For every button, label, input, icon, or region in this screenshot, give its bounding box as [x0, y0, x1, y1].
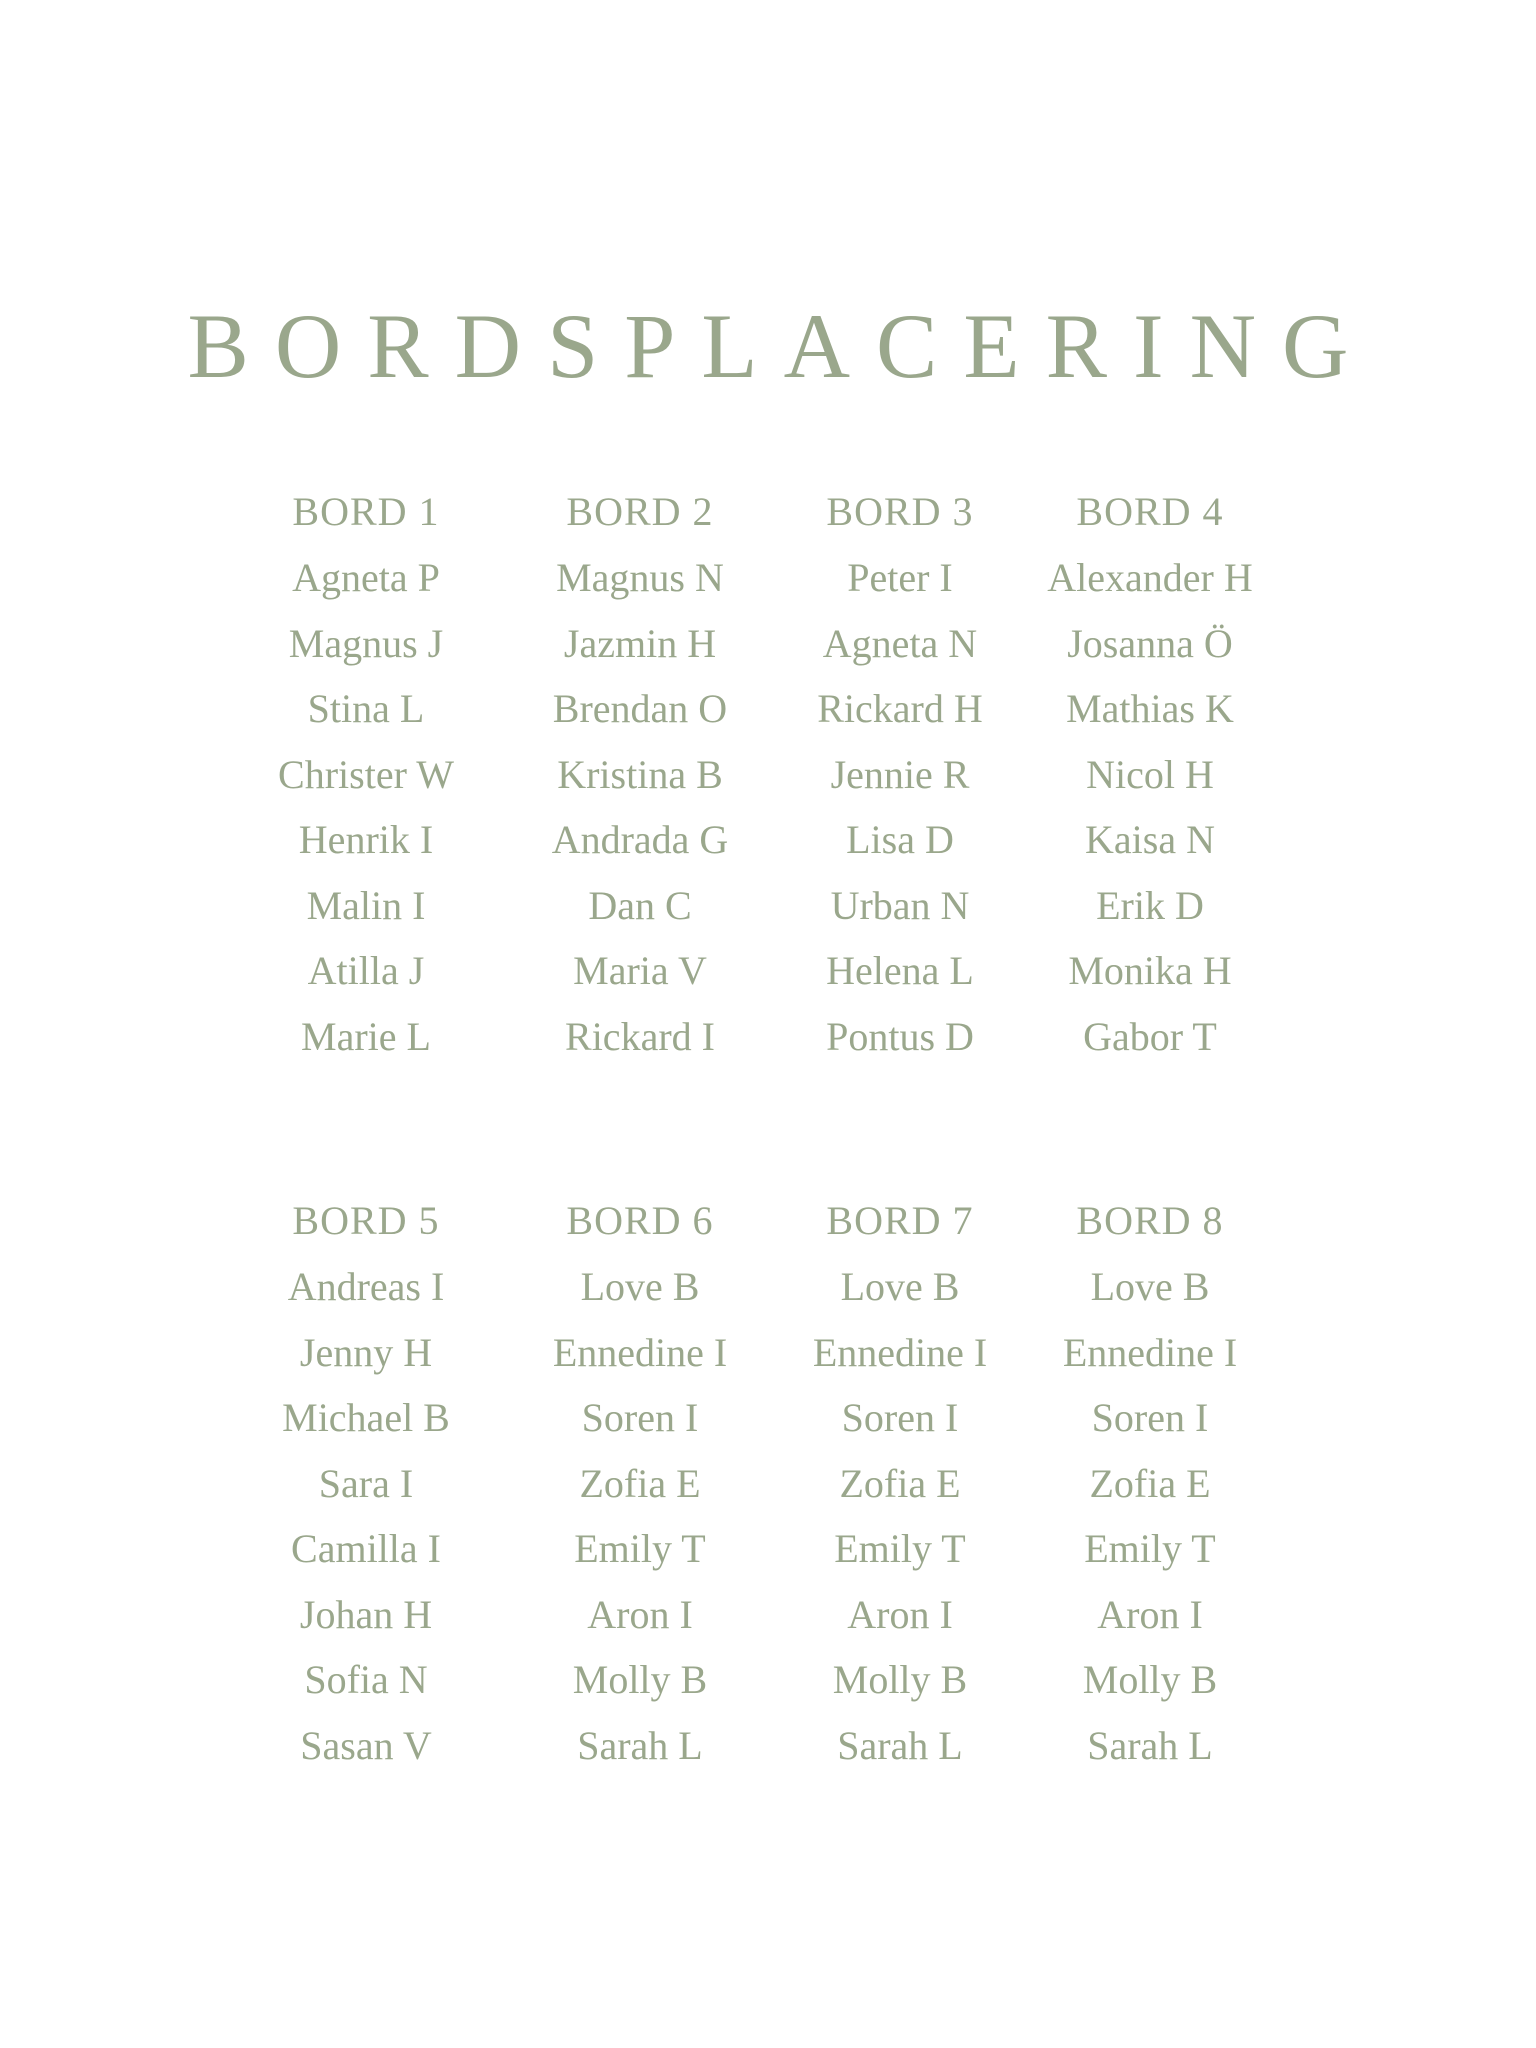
guest-name: Alexander H: [1047, 555, 1253, 600]
table-2: [510, 479, 770, 1069]
guest-name: Ennedine I: [812, 1329, 988, 1375]
guest-name: Soren I: [1091, 1395, 1209, 1440]
table-heading: BORD 8: [1076, 1198, 1224, 1243]
guest-name: Erik D: [1096, 882, 1204, 928]
guest-name: Emily T: [1084, 1526, 1216, 1571]
guest-name: Nicol H: [1086, 751, 1214, 797]
table-3: [770, 479, 1030, 1069]
guest-name: Dan C: [588, 882, 692, 928]
guest-name: Aron I: [847, 1591, 953, 1637]
guest-name: Sarah L: [1087, 1722, 1213, 1768]
table-heading: BORD 7: [826, 1198, 974, 1243]
guest-name: Sarah L: [577, 1722, 703, 1768]
guest-name: Camilla I: [291, 1526, 441, 1571]
guest-name: Agneta P: [292, 555, 440, 600]
guest-name: Maria V: [573, 948, 707, 993]
guest-name: Ennedine I: [552, 1329, 728, 1375]
guest-name: Mathias K: [1066, 686, 1234, 731]
table-heading: BORD 5: [292, 1198, 440, 1243]
guest-name: Ennedine I: [1062, 1329, 1238, 1375]
guest-name: Henrik I: [298, 817, 434, 862]
guest-list: [1020, 1254, 1280, 1778]
table-6: [510, 1188, 770, 1778]
guest-name: Urban N: [830, 882, 970, 928]
table-1: [236, 479, 496, 1069]
guest-name: Kristina B: [557, 751, 723, 797]
guest-name: Marie L: [301, 1013, 431, 1059]
guest-name: Sarah L: [837, 1722, 963, 1768]
guest-name: Pontus D: [826, 1013, 974, 1059]
guest-name: Rickard I: [565, 1013, 715, 1059]
guest-name: Josanna Ö: [1067, 620, 1233, 666]
guest-name: Love B: [1090, 1264, 1210, 1309]
table-heading: BORD 1: [292, 489, 440, 534]
table-heading: BORD 2: [566, 489, 714, 534]
guest-list: [770, 545, 1030, 1069]
guest-name: Aron I: [1097, 1591, 1203, 1637]
guest-name: Molly B: [572, 1657, 708, 1702]
guest-name: Aron I: [587, 1591, 693, 1637]
page-title: BORDSPLACERING: [187, 294, 1375, 397]
guest-name: Love B: [580, 1264, 700, 1309]
guest-name: Zofia E: [1089, 1460, 1211, 1506]
guest-name: Sasan V: [300, 1722, 432, 1768]
table-heading: BORD 4: [1076, 489, 1224, 534]
guest-name: Stina L: [307, 686, 425, 731]
table-5: [236, 1188, 496, 1778]
guest-name: Monika H: [1068, 948, 1232, 993]
guest-name: Jazmin H: [563, 620, 717, 666]
guest-list: [510, 1254, 770, 1778]
guest-name: Andreas I: [287, 1264, 445, 1309]
guest-name: Sofia N: [304, 1657, 428, 1702]
guest-name: Agneta N: [822, 620, 978, 666]
guest-name: Sara I: [318, 1460, 414, 1506]
guest-list: [770, 1254, 1030, 1778]
guest-name: Jenny H: [299, 1329, 433, 1375]
guest-name: Gabor T: [1083, 1013, 1217, 1059]
guest-name: Malin I: [306, 882, 426, 928]
guest-name: Andrada G: [551, 817, 729, 862]
guest-name: Soren I: [581, 1395, 699, 1440]
guest-list: [510, 545, 770, 1069]
guest-name: Rickard H: [817, 686, 983, 731]
guest-name: Zofia E: [839, 1460, 961, 1506]
guest-name: Kaisa N: [1085, 817, 1215, 862]
table-heading: BORD 6: [566, 1198, 714, 1243]
table-8: [1020, 1188, 1280, 1778]
table-4: [1020, 479, 1280, 1069]
guest-name: Brendan O: [552, 686, 728, 731]
guest-name: Molly B: [832, 1657, 968, 1702]
guest-name: Peter I: [847, 555, 953, 600]
guest-name: Emily T: [834, 1526, 966, 1571]
guest-list: [1020, 545, 1280, 1069]
guest-name: Magnus N: [556, 555, 724, 600]
guest-name: Michael B: [282, 1395, 450, 1440]
guest-name: Jennie R: [830, 751, 970, 797]
guest-name: Christer W: [278, 751, 454, 797]
guest-name: Magnus J: [288, 620, 444, 666]
table-7: [770, 1188, 1030, 1778]
guest-name: Atilla J: [307, 948, 425, 993]
guest-name: Lisa D: [846, 817, 954, 862]
guest-name: Emily T: [574, 1526, 706, 1571]
guest-name: Soren I: [841, 1395, 959, 1440]
guest-name: Love B: [840, 1264, 960, 1309]
guest-list: [236, 1254, 496, 1778]
guest-name: Helena L: [826, 948, 974, 993]
table-heading: BORD 3: [826, 489, 974, 534]
guest-list: [236, 545, 496, 1069]
guest-name: Molly B: [1082, 1657, 1218, 1702]
guest-name: Zofia E: [579, 1460, 701, 1506]
guest-name: Johan H: [299, 1591, 433, 1637]
